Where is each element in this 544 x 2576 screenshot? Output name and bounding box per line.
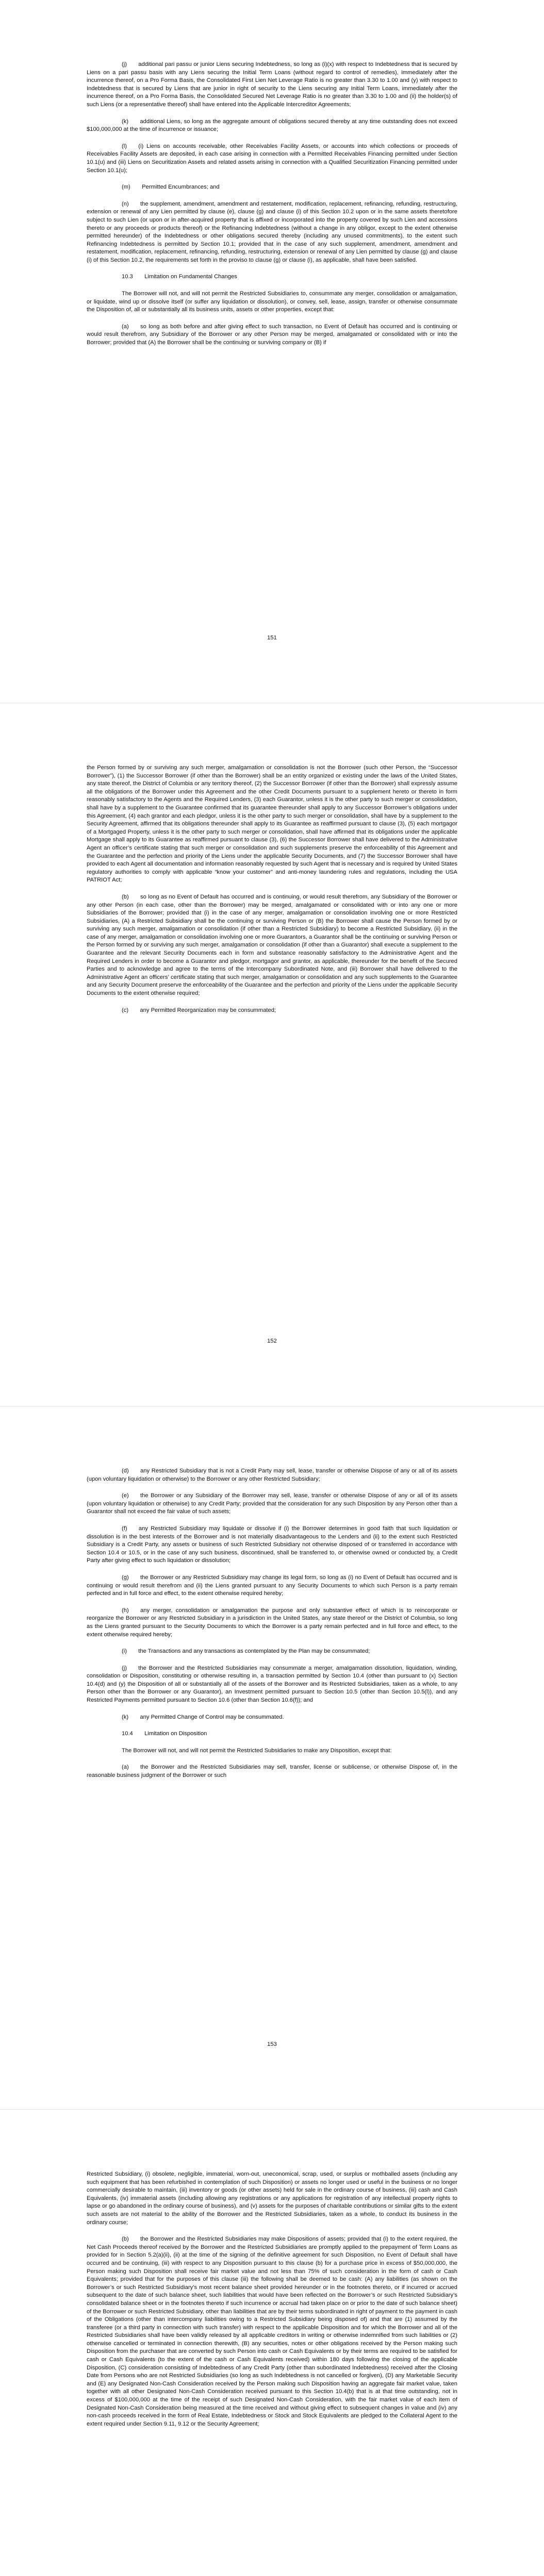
paragraph-j-permitted-transactions: (j) the Borrower and the Restricted Subsidiaries may consummate a merger, amalgamation dissolution, liquidation, winding, consolidation or Disposition, constituting or otherwise resulting in, a transaction permitted by Section 10.4 (other than pursuant to (x) Section 10.4(d) and (y) the Disposition of all or substantially all of the assets of the Borrower and its Restricted Subsidiaries, taken as a whole, to any Person other than the Borrower or any Guarantor), an Investment permitted pursuant to Section 10.5 (other than Section 10.5(l)), and any Restricted Payments permitted pursuant to Section 10.6 (other than Section 10.6(f)); and <box>87 1665 457 1704</box>
document-page-154 <box>0 2110 544 2576</box>
paragraph-j-pari-passu-liens: (j) additional pari passu or junior Liens securing Indebtedness, so long as (i)(x) with respect to Indebtedness that is secured by Liens on a pari passu basis with any Liens securing the Initial Term Loans (without regard to control of remedies), immediately after the incurrence thereof, on a Pro Forma Basis, the Consolidated First Lien Net Leverage Ratio is no greater than 3.30 to 1.00 and (y) with respect to Indebtedness that is secured by Liens that are junior in right of security to the Liens securing any Initial Term Loans, immediately after the incurrence thereof, on a Pro Forma Basis, the Consolidated Secured Net Leverage Ratio is no greater than 3.30 to 1.00 and (ii) the holder(s) of such Liens (or a representative thereof) shall have entered into the Applicable Intercreditor Agreements; <box>87 61 457 108</box>
page-number: 151 <box>267 635 277 641</box>
page-body <box>87 61 457 356</box>
document-page-153 <box>0 1406 544 2110</box>
document-page-151 <box>0 0 544 703</box>
paragraph-restricted-subsidiary-assets: Restricted Subsidiary, (i) obsolete, negligible, immaterial, worn-out, uneconomical, scrap, used, or surplus or mothballed assets (including any such equipment that has been refurbished in contemplation of such Disposition) or assets no longer used or useful in the business or no longer commercially desirable to maintain, (iii) inventory or goods (or other assets) held for sale in the ordinary course of business, (iii) cash and Cash Equivalents, (iv) immaterial assets (including allowing any registrations or any applications for registration of any intellectual property rights to lapse or go abandoned in the ordinary course of business), and (v) assets for the purposes of charitable contributions or similar gifts to the extent such assets are not material to the ability of the Borrower and the Restricted Subsidiaries, taken as a whole, to conduct its business in the ordinary course; <box>87 2171 457 2226</box>
page-body <box>87 2171 457 2437</box>
paragraph-d-non-credit-party-disposal: (d) any Restricted Subsidiary that is not a Credit Party may sell, lease, transfer or otherwise Dispose of any or all of its assets (upon voluntary liquidation or otherwise) to the Borrower or any other Restricted Subsidiary; <box>87 1468 457 1482</box>
paragraph-m-permitted-encumbrances: (m) Permitted Encumbrances; and <box>122 184 220 191</box>
paragraph-f-liquidation: (f) any Restricted Subsidiary may liquidate or dissolve if (i) the Borrower determines in good faith that such liquidation or dissolution is in the best interests of the Borrower and is not materially disadvantageous to the Lenders and (ii) to the extent such Restricted Subsidiary is a Credit Party, any assets or business of such Restricted Subsidiary not otherwise disposed of or transferred in accordance with Section 10.4 or 10.5, or in the case of any such business, discontinued, shall be transferred to, or otherwise owned or conducted by, a Credit Party after giving effect to such liquidation or dissolution; <box>87 1525 457 1564</box>
page-body <box>87 764 457 1023</box>
section-heading-10-3: 10.3 Limitation on Fundamental Changes <box>122 274 237 280</box>
page-number: 153 <box>267 2041 277 2047</box>
paragraph-disposition-intro: The Borrower will not, and will not permit the Restricted Subsidiaries to make any Disposition, except that: <box>122 1747 392 1754</box>
paragraph-l-receivables-liens: (l) (i) Liens on accounts receivable, other Receivables Facility Assets, or accounts into which collections or proceeds of Receivables Facility Assets are deposited, in each case arising in connection with a Permitted Receivables Financing permitted under Section 10.1(u) and (iii) Liens on Securitization Assets and related assets arising in connection with a Qualified Securitization Financing permitted under Section 10.1(u); <box>87 143 457 174</box>
paragraph-a-merger-borrower: (a) so long as both before and after giving effect to such transaction, no Event of Default has occurred and is continuing or would result therefrom, any Subsidiary of the Borrower or any other Person may be merged, amalgamated or consolidated with or into the Borrower; provided that (A) the Borrower shall be the continuing or surviving company or (B) if <box>87 323 457 346</box>
paragraph-e-disposal-to-credit-party: (e) the Borrower or any Subsidiary of the Borrower may sell, lease, transfer or otherwise Dispose of any or all of its assets (upon voluntary liquidation or otherwise) to any Credit Party; provided that the consideration for any such Disposition by any Person other than a Guarantor shall not exceed the fair value of such assets; <box>87 1493 457 1515</box>
paragraph-successor-borrower: the Person formed by or surviving any such merger, amalgamation or consolidation is not the Borrower (such other Person, the “Successor Borrower”), (1) the Successor Borrower (if other than the Borrower) shall be an entity organized or existing under the laws of the United States, any state thereof, the District of Columbia or any territory thereof, (2) the Successor Borrower (if other than the Borrower) shall expressly assume all the obligations of the Borrower under this Agreement and the other Credit Documents pursuant to a supplement hereto or thereto in form reasonably satisfactory to the Agents and the Required Lenders, (3) each Guarantor, unless it is the other party to such merger or consolidation, shall have by a supplement to the Guarantee confirmed that its guarantee thereunder shall apply to any Successor Borrower’s obligations under this Agreement, (4) each grantor and each pledgor, unless it is the other party to such merger or consolidation, shall have by a supplement to the Security Agreement, affirmed that its obligations thereunder shall apply to its Guarantee as reaffirmed pursuant to clause (3), (5) each mortgagor of a Mortgaged Property, unless it is the other party to such merger or consolidation, shall have affirmed that its obligations under the applicable Mortgage shall apply to its Guarantee as reaffirmed pursuant to clause (3), (6) the Successor Borrower shall have delivered to the Administrative Agent an officer’s certificate stating that such merger or consolidation and such supplements preserve the enforceability of this Agreement and the Guarantee and the perfection and priority of the Liens under the applicable Security Documents, and (7) the Successor Borrower shall have provided to each Agent all documentation and information reasonably requested by such Agent that is necessary and is required by United States regulatory authorities to comply with applicable “know your customer” and anti-money laundering rules and regulations, including the USA PATRIOT Act; <box>87 765 457 884</box>
paragraph-c-permitted-reorganization: (c) any Permitted Reorganization may be consummated; <box>122 1007 276 1013</box>
paragraph-a-obsolete-assets: (a) the Borrower and the Restricted Subsidiaries may sell, transfer, license or sublicense, or otherwise Dispose of, in the reasonable business judgment of the Borrower or such <box>87 1764 457 1779</box>
page-number: 152 <box>267 1338 277 1344</box>
paragraph-fundamental-changes-intro: The Borrower will not, and will not permit the Restricted Subsidiaries to, consummate any merger, consolidation or amalgamation, or liquidate, wind up or dissolve itself (or suffer any liquidation or dissolution), or convey, sell, lease, assign, transfer or otherwise consummate the Disposition of, all or substantially all its business units, assets or other properties, except that: <box>87 291 457 313</box>
paragraph-h-reincorporation: (h) any merger, consolidation or amalgamation the purpose and only substantive effect of which is to reincorporate or reorganize the Borrower or any Restricted Subsidiary in a jurisdiction in the United States, any state thereof or the District of Columbia, so long as the Liens granted pursuant to the Security Documents to which the Borrower is a party remain perfected and in full force and effect, to the extent otherwise required hereby; <box>87 1607 457 1638</box>
page-body <box>87 1467 457 1789</box>
paragraph-b-subsidiary-merger: (b) so long as no Event of Default has occurred and is continuing, or would result therefrom, any Subsidiary of the Borrower or any other Person (in each case, other than the Borrower) may be merged, amalgamated or consolidated with or into any one or more Subsidiaries of the Borrower; provided that (i) in the case of any merger, amalgamation or consolidation involving one or more Restricted Subsidiaries, (A) a Restricted Subsidiary shall be the continuing or surviving Person or (B) the Borrower shall cause the Person formed by or surviving any such merger, amalgamation or consolidation (if other than a Restricted Subsidiary) to become a Restricted Subsidiary, (ii) in the case of any merger, amalgamation or consolidation involving one or more Guarantors, a Guarantor shall be the continuing or surviving Person or the Person formed by or surviving any such merger, amalgamation or consolidation (if other than a Guarantor) shall execute a supplement to the Guarantee and the relevant Security Documents each in form and substance reasonably satisfactory to the Administrative Agent and the Required Lenders in order to become a Guarantor and pledgor, mortgagor and grantor, as applicable, thereunder for the benefit of the Secured Parties and to acknowledge and agree to the terms of the Intercompany Subordinated Note, and (iii) Borrower shall have delivered to the Administrative Agent an officers’ certificate stating that such merger, amalgamation or consolidation and any such supplements to the Guarantee and any Security Document preserve the enforceability of the Guarantee and the perfection and priority of the Liens under the applicable Security Documents to the extent otherwise required; <box>87 893 457 997</box>
paragraph-b-asset-dispositions: (b) the Borrower and the Restricted Subsidiaries may make Dispositions of assets; provided that (i) to the extent required, the Net Cash Proceeds thereof received by the Borrower and the Restricted Subsidiaries are promptly applied to the prepayment of Term Loans as provided for in Section 5.2(a)(ii), (ii) at the time of the signing of the definitive agreement for such Disposition, no Event of Default shall have occurred and be continuing, (iii) with respect to any Disposition pursuant to this clause (b) for a purchase price in excess of $50,000,000, the Person making such Disposition shall receive fair market value and not less than 75% of such consideration in the form of cash or Cash Equivalents; provided that for the purposes of this clause (iii) the following shall be deemed to be cash: (A) any liabilities (as shown on the Borrower’s or such Restricted Subsidiary’s most recent balance sheet provided hereunder or in the footnotes thereto, or if incurred or accrued subsequent to the date of such balance sheet, such liabilities that would have been reflected on the Borrower’s or such Restricted Subsidiary’s consolidated balance sheet or in the footnotes thereto if such incurrence or accrual had taken place on or prior to the date of such balance sheet) of the Borrower or such Restricted Subsidiary, other than liabilities that are by their terms subordinated in right of payment to the payment in cash of the Obligations (other than intercompany liabilities owing to a Restricted Subsidiary being disposed of) and that are (1) assumed by the transferee (or a third party in connection with such transfer) with respect to the applicable Disposition and for which the Borrower and all of the Restricted Subsidiaries shall have been validly released by all applicable creditors in writing or otherwise indemnified from such liabilities or (2) otherwise cancelled or terminated in connection therewith, (B) any securities, notes or other obligations received by the Person making such Disposition from the purchaser that are converted by such Person into cash or Cash Equivalents or by their terms are required to be satisfied for cash or Cash Equivalents (to the extent of the cash or Cash Equivalents received) within 180 days following the closing of the applicable Disposition, (C) consideration consisting of Indebtedness of any Credit Party (other than subordinated Indebtedness) received after the Closing Date from Persons who are not Restricted Subsidiaries (so long as such Indebtedness is not cancelled or forgiven), (D) any Marketable Security and (E) any Designated Non-Cash Consideration received by the Person making such Disposition having an aggregate fair market value, taken together with all other Designated Non-Cash Consideration received pursuant to this Section 10.4(b) that is at that time outstanding, not in excess of $100,000,000 at the time of the receipt of such Designated Non-Cash Consideration, with the fair market value of each item of Designated Non-Cash Consideration being measured at the time received and without giving effect to subsequent changes in value and (iv) any non-cash proceeds received in the form of Real Estate, Indebtedness or Stock and Stock Equivalents are pledged to the Collateral Agent to the extent required under Section 9.11, 9.12 or the Security Agreement; <box>87 2236 457 2427</box>
paragraph-k-change-of-control: (k) any Permitted Change of Control may be consummated. <box>122 1714 284 1720</box>
paragraph-n-refinancing-liens: (n) the supplement, amendment, amendment and restatement, modification, replacement, refinancing, refunding, restructuring, extension or renewal of any Lien permitted by clause (e), clause (g) and clause (i) of this Section 10.2 upon or in the same assets theretofore subject to such Lien (or upon or in after-acquired property that is affixed or incorporated into the property covered by such Lien and accessions thereto or any proceeds or products thereof) or the Refinancing Indebtedness (without a change in any obligor, except to the extent otherwise permitted hereunder) of the Indebtedness or other obligations secured thereby (including any unused commitments), to the extent such Refinancing Indebtedness is permitted by Section 10.1; provided that in the case of any such supplement, amendment, amendment and restatement, modification, replacement, refinancing, refunding, restructuring, extension or renewal of any Lien permitted by clause (g) and clause (i) of this Section 10.2, the requirements set forth in the proviso to clause (g) or clause (i), as applicable, shall have been satisfied. <box>87 200 457 263</box>
paragraph-k-additional-liens: (k) additional Liens, so long as the aggregate amount of obligations secured thereby at any time outstanding does not exceed $100,000,000 at the time of incurrence or issuance; <box>87 118 457 133</box>
paragraph-i-transactions: (i) the Transactions and any transactions as contemplated by the Plan may be consummated; <box>122 1648 370 1655</box>
section-heading-10-4: 10.4 Limitation on Disposition <box>122 1731 207 1737</box>
document-page-152 <box>0 703 544 1406</box>
paragraph-g-legal-form-change: (g) the Borrower or any Restricted Subsidiary may change its legal form, so long as (i) no Event of Default has occurred and is continuing or would result therefrom and (ii) the Liens granted pursuant to any Security Documents to which such Person is a party remain perfected and in full force and effect, to the extent otherwise required hereby; <box>87 1574 457 1597</box>
